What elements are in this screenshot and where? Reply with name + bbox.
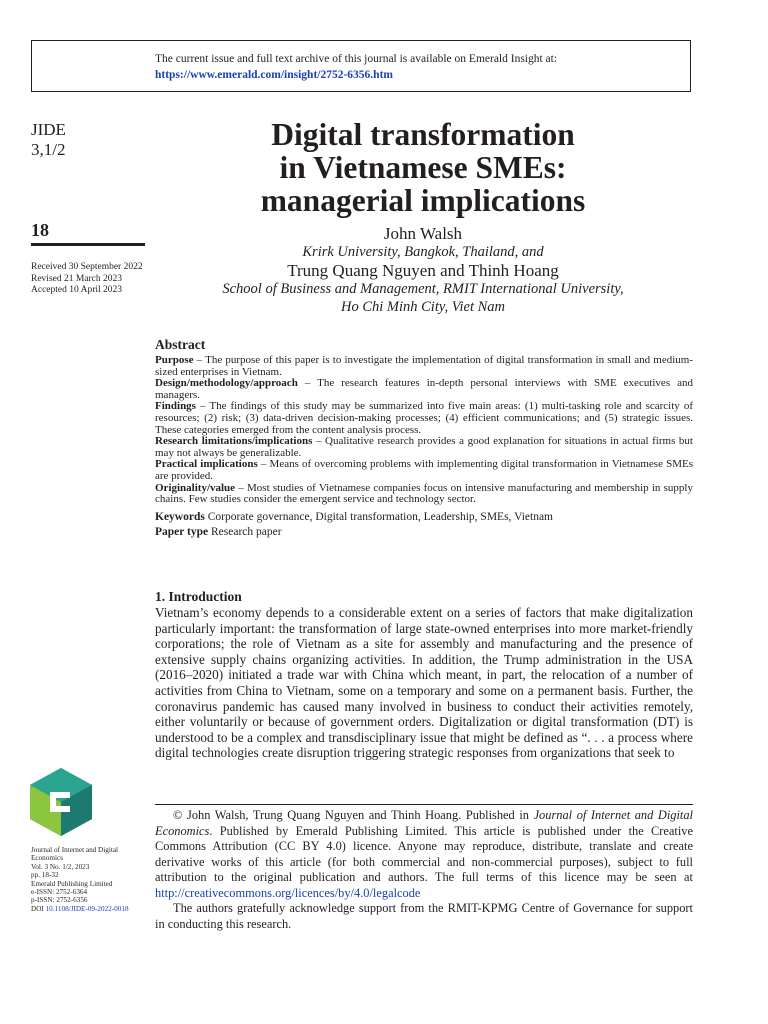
received-date: Received 30 September 2022: [31, 262, 143, 272]
author-affiliation: School of Business and Management, RMIT International University,: [222, 281, 624, 297]
abstract-text: – Means of overcoming problems with implementing digital transformation in Vietnamese SMEs are provided.: [155, 458, 694, 482]
article-history: [31, 262, 143, 297]
abstract-text: – The research features in-depth personal interviews with SME executives and managers.: [155, 377, 693, 401]
journal-code: JIDE: [31, 120, 66, 139]
licence-text: . Published by Emerald Publishing Limited. This article is published under the Creative Commons Attribution (CC BY 4.0) licence. Anyone may reproduce, distribute, translate and create derivative works of this article (for both commercial and non-commercial purposes), subject to full attribution to the original publication and authors. The full terms of this licence may be seen at: [155, 823, 693, 884]
logo-graphic: [30, 768, 92, 836]
paper-type-label: Paper type: [155, 525, 209, 538]
volume-issue: 3,1/2: [31, 140, 66, 159]
abstract-design: [155, 378, 693, 401]
paper-type-text: Research paper: [208, 525, 282, 538]
journal-imprint: [31, 846, 149, 913]
imprint-pages: pp. 18-32: [31, 871, 59, 880]
article-title: [150, 118, 696, 217]
imprint-doi: [31, 905, 149, 913]
journal-code-block: [31, 120, 66, 160]
title-line: Digital transformation: [271, 117, 575, 152]
notice-text: The current issue and full text archive of this journal is available on Emerald Insight at:: [155, 53, 558, 65]
imprint-volume: Vol. 3 No. 1/2, 2023: [31, 862, 90, 871]
keywords-text: Corporate governance, Digital transformation, Leadership, SMEs, Vietnam: [204, 510, 553, 523]
abstract-label: Purpose: [155, 354, 194, 366]
abstract-label: Design/methodology/approach: [155, 377, 298, 390]
author-block: [150, 224, 696, 316]
abstract-findings: [155, 401, 693, 436]
author-name: Trung Quang Nguyen and Thinh Hoang: [287, 261, 559, 280]
doi-link[interactable]: 10.1108/JIDE-09-2022-0018: [45, 904, 129, 913]
accepted-date: Accepted 10 April 2023: [31, 285, 123, 295]
author-name: John Walsh: [383, 224, 463, 243]
journal-archive-link[interactable]: https://www.emerald.com/insight/2752-6356.htm: [155, 69, 393, 81]
imprint-publisher: Emerald Publishing Limited: [31, 879, 113, 888]
journal-notice-box: [31, 40, 691, 92]
acknowledgement: The authors gratefully acknowledge support from the RMIT-KPMG Centre of Governance for support in conducting this research.: [155, 901, 693, 931]
section-heading: 1. Introduction: [155, 589, 242, 604]
paper-type-line: [155, 525, 693, 539]
abstract-text: – The purpose of this paper is to investigate the implementation of digital transformation in small and medium-sized enterprises in Vietnam.: [155, 354, 693, 378]
abstract-section: [155, 337, 693, 539]
abstract-heading: Abstract: [155, 337, 206, 352]
licence-footnote: [155, 808, 693, 932]
title-line: in Vietnamese SMEs:: [279, 150, 567, 185]
footnote-rule: [155, 804, 693, 805]
keywords-line: [155, 510, 693, 524]
doi-label: DOI: [31, 904, 46, 913]
licence-text: © John Walsh, Trung Quang Nguyen and Thinh Hoang. Published in: [173, 808, 534, 822]
journal-name: Journal of Internet and Digital Economics: [155, 808, 693, 838]
abstract-text: – The findings of this study may be summarized into five main areas: (1) multi-tasking role and scarcity of resources; (2) risk; (3) data-driven decision-making processes; (4) efficient communications; and (5) strategic issues. These categories emerged from the content analysis process.: [155, 400, 693, 436]
author-affiliation: Krirk University, Bangkok, Thailand, and: [302, 244, 544, 260]
title-line: managerial implications: [260, 183, 586, 218]
emerald-publishing-logo-icon: [30, 768, 92, 836]
abstract-originality: [155, 483, 693, 506]
imprint-pissn: p-ISSN: 2752-6356: [31, 896, 88, 905]
abstract-purpose: [155, 355, 693, 378]
abstract-label: Research limitations/implications: [155, 435, 313, 448]
introduction-section: [155, 589, 693, 761]
abstract-practical: [155, 459, 693, 482]
imprint-journal: Journal of Internet and Digital Economics: [31, 846, 119, 863]
page-number: 18: [31, 220, 49, 240]
keywords-label: Keywords: [155, 510, 205, 523]
abstract-text: – Qualitative research provides a good explanation for situations in actual firms but may not always be generalizable.: [155, 435, 693, 459]
abstract-text: – Most studies of Vietnamese companies focus on intensive manufacturing and membership in supply chains. Few studies consider the emergent service and technology sector.: [155, 481, 693, 506]
imprint-eissn: e-ISSN: 2752-6364: [31, 888, 88, 897]
abstract-label: Findings: [155, 400, 196, 413]
abstract-label: Originality/value: [155, 481, 236, 494]
revised-date: Revised 21 March 2023: [31, 273, 123, 284]
licence-statement: [155, 808, 693, 901]
introduction-body: Vietnam’s economy depends to a considerable extent on a series of factors that make digitalization particularly important: the transformation of large state-owned enterprises into more market-friendly corporations; the role of Vietnam as a site for assembly and manufacturing and the presence of extensive supply chains organizing activities. In addition, the Trump administration in the USA (2016–2020) initiated a trade war with China which meant, in part, the relocation of a number of activities from China to Vietnam, some on a temporary and some on a permanent basis. Further, the coronavirus pandemic has caused many involved in business to conduct their activities remotely, either voluntarily or because of government orders. Digitalization or digital transformation (DT) is understood to be a complex and transdisciplinary issue that might be defined as “. . . a process where digital technologies create disruption triggering strategic responses from organizations that seek to: [155, 605, 693, 761]
abstract-limitations: [155, 436, 693, 459]
abstract-label: Practical implications: [155, 458, 258, 471]
licence-link[interactable]: http://creativecommons.org/licences/by/4.0/legalcode: [155, 885, 421, 900]
author-affiliation: Ho Chi Minh City, Viet Nam: [340, 299, 506, 315]
margin-rule: [31, 243, 145, 246]
